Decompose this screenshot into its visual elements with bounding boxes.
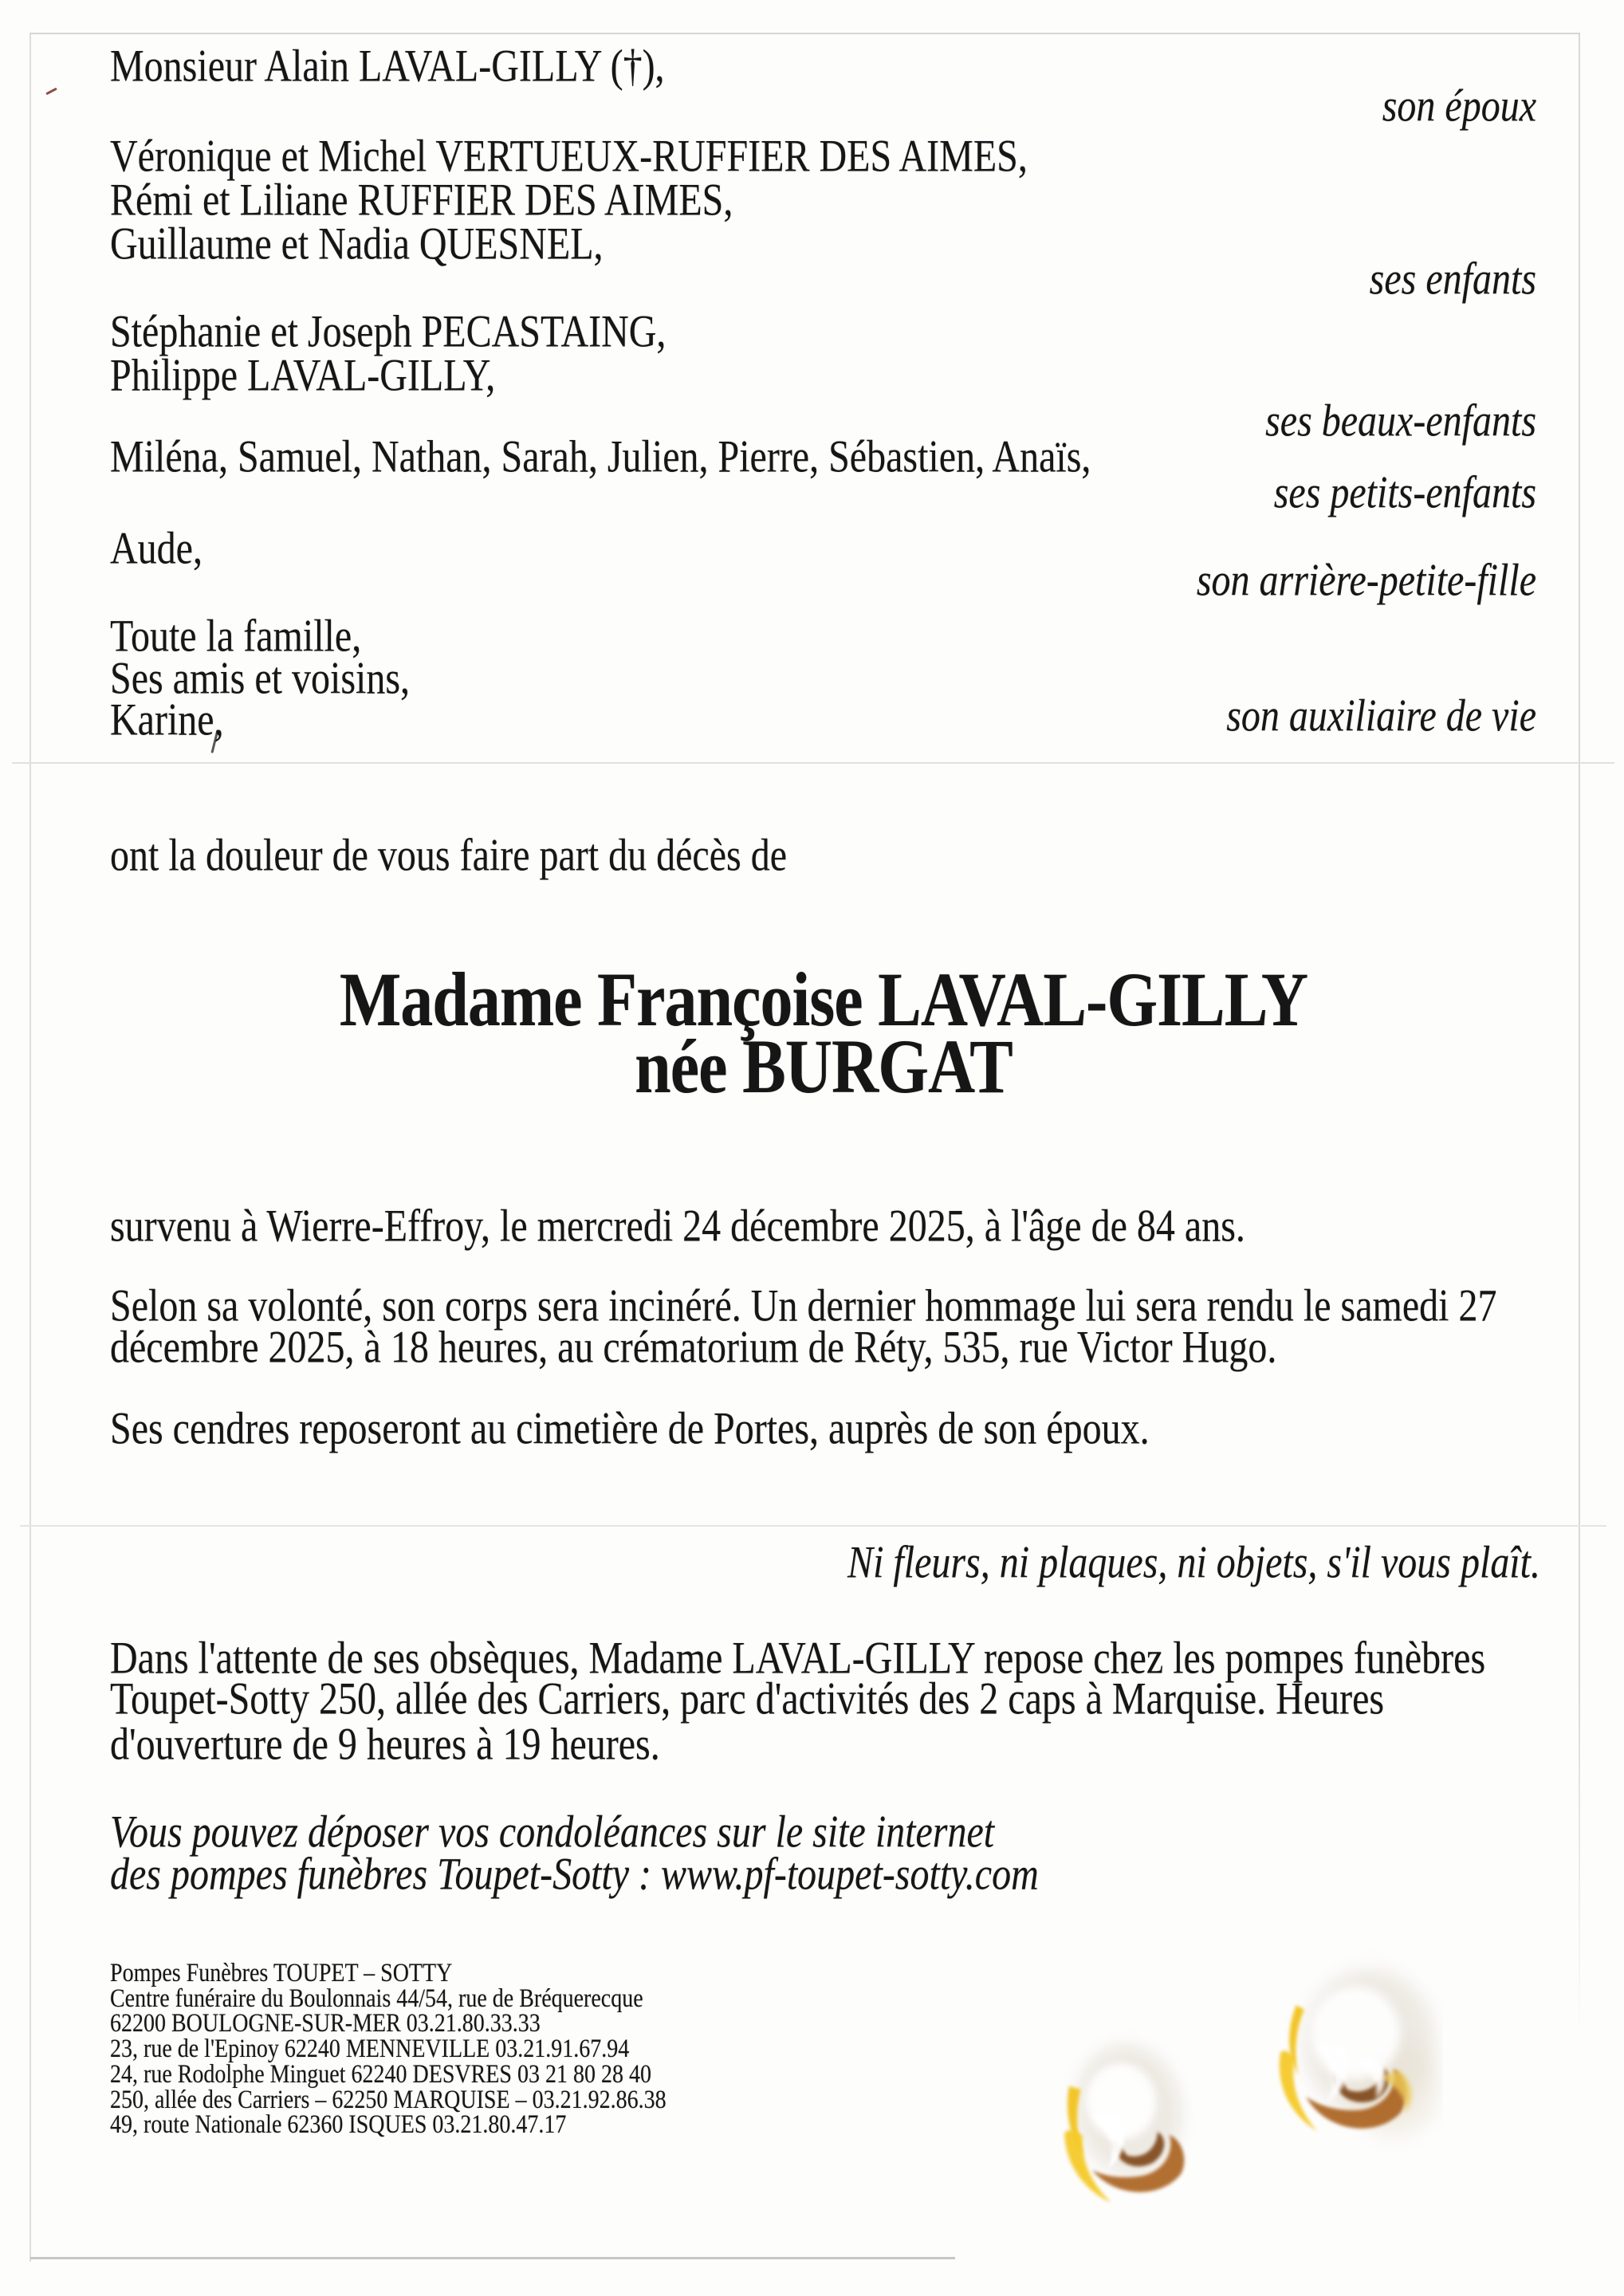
repose-line: Toupet-Sotty 250, allée des Carriers, parc d'activités des 2 caps à Marquise. Heures xyxy=(110,1673,1385,1724)
mourner-line: Ses amis et voisins, xyxy=(110,653,411,704)
funeral-home-line: 24, rue Rodolphe Minguet 62240 DESVRES 03 21 80 28 40 xyxy=(110,2059,651,2090)
ashes-line: Ses cendres reposeront au cimetière de Portes, auprès de son époux. xyxy=(110,1403,1150,1454)
repose-line: Dans l'attente de ses obsèques, Madame LAVAL-GILLY repose chez les pompes funèbres xyxy=(110,1633,1486,1684)
funeral-home-line: 250, allée des Carriers – 62250 MARQUISE – 03.21.92.86.38 xyxy=(110,2085,667,2115)
funeral-home-line: Pompes Funèbres TOUPET – SOTTY xyxy=(110,1958,453,1988)
scan-crease-line xyxy=(20,1525,1606,1527)
mourner-line: Rémi et Liliane RUFFIER DES AIMES, xyxy=(110,175,733,226)
death-details-line: survenu à Wierre-Effroy, le mercredi 24 décembre 2025, à l'âge de 84 ans. xyxy=(110,1201,1245,1252)
mourner-line: Monsieur Alain LAVAL-GILLY (†), xyxy=(110,41,665,92)
ceremony-line: Selon sa volonté, son corps sera incinéré. Un dernier hommage lui sera rendu le samedi 27 xyxy=(110,1280,1497,1331)
condolences-line: des pompes funèbres Toupet-Sotty : www.pf-toupet-sotty.com xyxy=(110,1849,1039,1900)
repose-line: d'ouverture de 9 heures à 19 heures. xyxy=(110,1719,660,1770)
watercolor-tulip-large-icon xyxy=(1260,1949,1443,2164)
funeral-home-line: 62200 BOULOGNE-SUR-MER 03.21.80.33.33 xyxy=(110,2008,541,2038)
funeral-home-line: 23, rue de l'Epinoy 62240 MENNEVILLE 03.21.91.67.94 xyxy=(110,2034,630,2064)
relation-label: ses enfants xyxy=(1369,254,1536,305)
relation-label: ses beaux-enfants xyxy=(1265,395,1536,446)
mourner-line: Toute la famille, xyxy=(110,611,362,662)
relation-label: ses petits-enfants xyxy=(1273,467,1536,518)
no-flowers-note: Ni fleurs, ni plaques, ni objets, s'il vous plaît. xyxy=(847,1537,1540,1588)
mourner-line: Guillaume et Nadia QUESNEL, xyxy=(110,218,604,269)
mourner-line: Véronique et Michel VERTUEUX-RUFFIER DES AIMES, xyxy=(110,131,1028,182)
mourner-line: Miléna, Samuel, Nathan, Sarah, Julien, Pierre, Sébastien, Anaïs, xyxy=(110,431,1091,482)
deceased-maiden-name: née BURGAT xyxy=(635,1023,1013,1110)
mourner-line: Karine, xyxy=(110,694,224,745)
mourner-line: Aude, xyxy=(110,523,203,574)
page-border-bottom-partial xyxy=(30,2257,955,2259)
page-border-top xyxy=(30,33,1580,34)
mourner-line: Philippe LAVAL-GILLY, xyxy=(110,350,496,401)
intro-line: ont la douleur de vous faire part du décès de xyxy=(110,830,788,881)
condolences-line: Vous pouvez déposer vos condoléances sur le site internet xyxy=(110,1807,995,1858)
funeral-home-line: 49, route Nationale 62360 ISQUES 03.21.80.47.17 xyxy=(110,2109,567,2140)
ceremony-line: décembre 2025, à 18 heures, au crématorium de Réty, 535, rue Victor Hugo. xyxy=(110,1322,1277,1373)
relation-label: son arrière-petite-fille xyxy=(1196,555,1536,606)
relation-label: son auxiliaire de vie xyxy=(1226,690,1536,741)
funeral-home-line: Centre funéraire du Boulonnais 44/54, rue de Bréquerecque xyxy=(110,1983,643,2014)
scan-crease-line xyxy=(12,762,1614,764)
relation-label: son époux xyxy=(1382,81,1536,132)
mourner-line: Stéphanie et Joseph PECASTAING, xyxy=(110,306,667,357)
watercolor-tulip-small-icon xyxy=(1039,2023,1206,2224)
page-border-left xyxy=(29,33,31,2262)
red-pen-mark xyxy=(45,88,57,96)
deceased-name: Madame Françoise LAVAL-GILLY xyxy=(339,956,1308,1043)
page-border-right xyxy=(1579,33,1580,2042)
